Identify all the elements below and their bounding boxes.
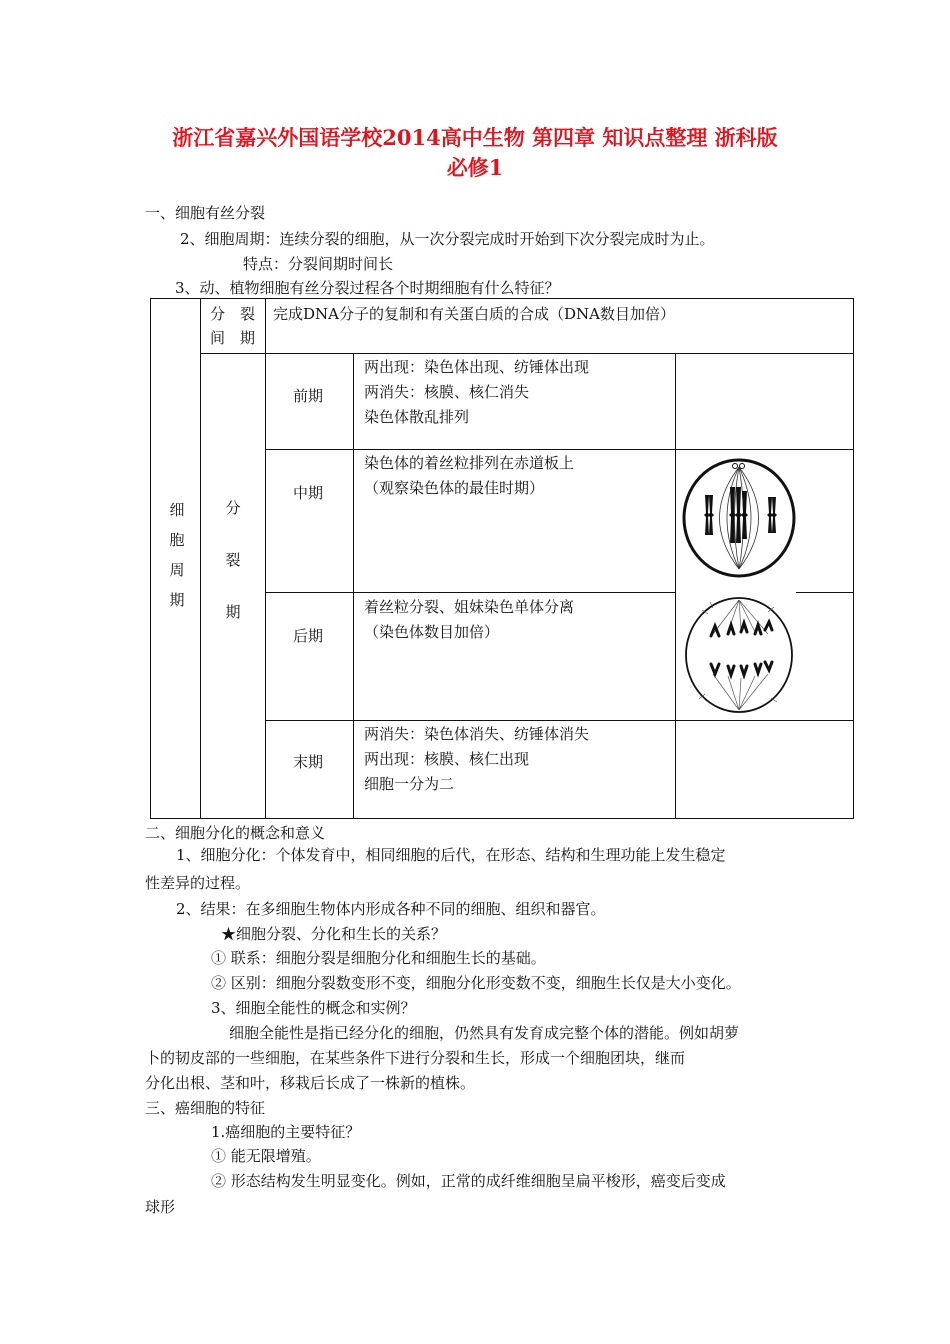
cell-cycle-label: 细胞周期 [169, 501, 185, 609]
relationship-difference: ② 区别：细胞分裂数变形不变，细胞分化形变数不变，细胞生长仅是大小变化。 [211, 974, 741, 992]
mitosis-question: 3、动、植物细胞有丝分裂过程各个时期细胞有什么特征？ [175, 279, 560, 297]
cancer-feature-2a: ② 形态结构发生明显变化。例如，正常的成纤维细胞呈扁平梭形，癌变后变成 [211, 1172, 726, 1190]
section2-heading: 二、细胞分化的概念和意义 [145, 824, 326, 842]
prophase-line3: 染色体散乱排列 [364, 408, 470, 426]
metaphase-line1: 染色体的着丝粒排列在赤道板上 [364, 454, 575, 472]
telophase-line1: 两消失：染色体消失、纺锤体消失 [364, 725, 590, 743]
cell-cycle-definition: 2、细胞周期：连续分裂的细胞，从一次分裂完成时开始到下次分裂完成时为止。 [180, 230, 715, 248]
totipotency-para-b: 卜的韧皮部的一些细胞，在某些条件下进行分裂和生长，形成一个细胞团块，继而 [145, 1049, 686, 1067]
anaphase-line1: 着丝粒分裂、姐妹染色单体分离 [364, 598, 575, 616]
phase-name-prophase: 前期 [293, 387, 324, 405]
interphase-label-1: 分 裂 [210, 305, 256, 323]
document-title-line2: 必修1 [446, 155, 504, 180]
phase-name-telophase: 末期 [293, 753, 324, 771]
differentiation-definition-b: 性差异的过程。 [145, 874, 251, 892]
differentiation-definition-a: 1、细胞分化：个体发育中，相同细胞的后代，在形态、结构和生理功能上发生稳定 [176, 846, 726, 864]
metaphase-cell-illustration [680, 455, 800, 585]
anaphase-cell-illustration [683, 594, 795, 716]
telophase-line2: 两出现：核膜、核仁出现 [364, 750, 530, 768]
phase-name-anaphase: 后期 [293, 627, 324, 645]
totipotency-question: 3、细胞全能性的概念和实例？ [211, 999, 416, 1017]
cancer-question: 1.癌细胞的主要特征？ [211, 1123, 361, 1141]
metaphase-line2: （观察染色体的最佳时期） [364, 479, 545, 497]
division-phase-label: 分裂期 [225, 499, 241, 621]
interphase-label-2: 间 期 [210, 329, 256, 347]
section1-heading: 一、细胞有丝分裂 [145, 204, 266, 222]
prophase-line1: 两出现：染色体出现、纺锤体出现 [364, 358, 590, 376]
phase-name-metaphase: 中期 [293, 484, 324, 502]
document-title-line1: 浙江省嘉兴外国语学校2014高中生物 第四章 知识点整理 浙科版 [172, 125, 778, 150]
cancer-feature-1: ① 能无限增殖。 [211, 1147, 321, 1165]
totipotency-para-a: 细胞全能性是指已经分化的细胞，仍然具有发育成完整个体的潜能。例如胡萝 [229, 1024, 740, 1042]
anaphase-line2: （染色体数目加倍） [364, 623, 500, 641]
section3-heading: 三、癌细胞的特征 [145, 1099, 266, 1117]
cell-cycle-feature: 特点：分裂间期时间长 [243, 255, 394, 273]
differentiation-result: 2、结果：在多细胞生物体内形成各种不同的细胞、组织和器官。 [176, 900, 606, 918]
cancer-feature-2b: 球形 [145, 1198, 176, 1216]
totipotency-para-c: 分化出根、茎和叶，移栽后长成了一株新的植株。 [145, 1074, 476, 1092]
prophase-line2: 两消失：核膜、核仁消失 [364, 383, 530, 401]
relationship-question: ★细胞分裂、分化和生长的关系？ [221, 925, 447, 943]
relationship-link: ① 联系：细胞分裂是细胞分化和细胞生长的基础。 [211, 949, 546, 967]
interphase-description: 完成DNA分子的复制和有关蛋白质的合成（DNA数目加倍） [273, 305, 675, 323]
telophase-line3: 细胞一分为二 [364, 775, 455, 793]
